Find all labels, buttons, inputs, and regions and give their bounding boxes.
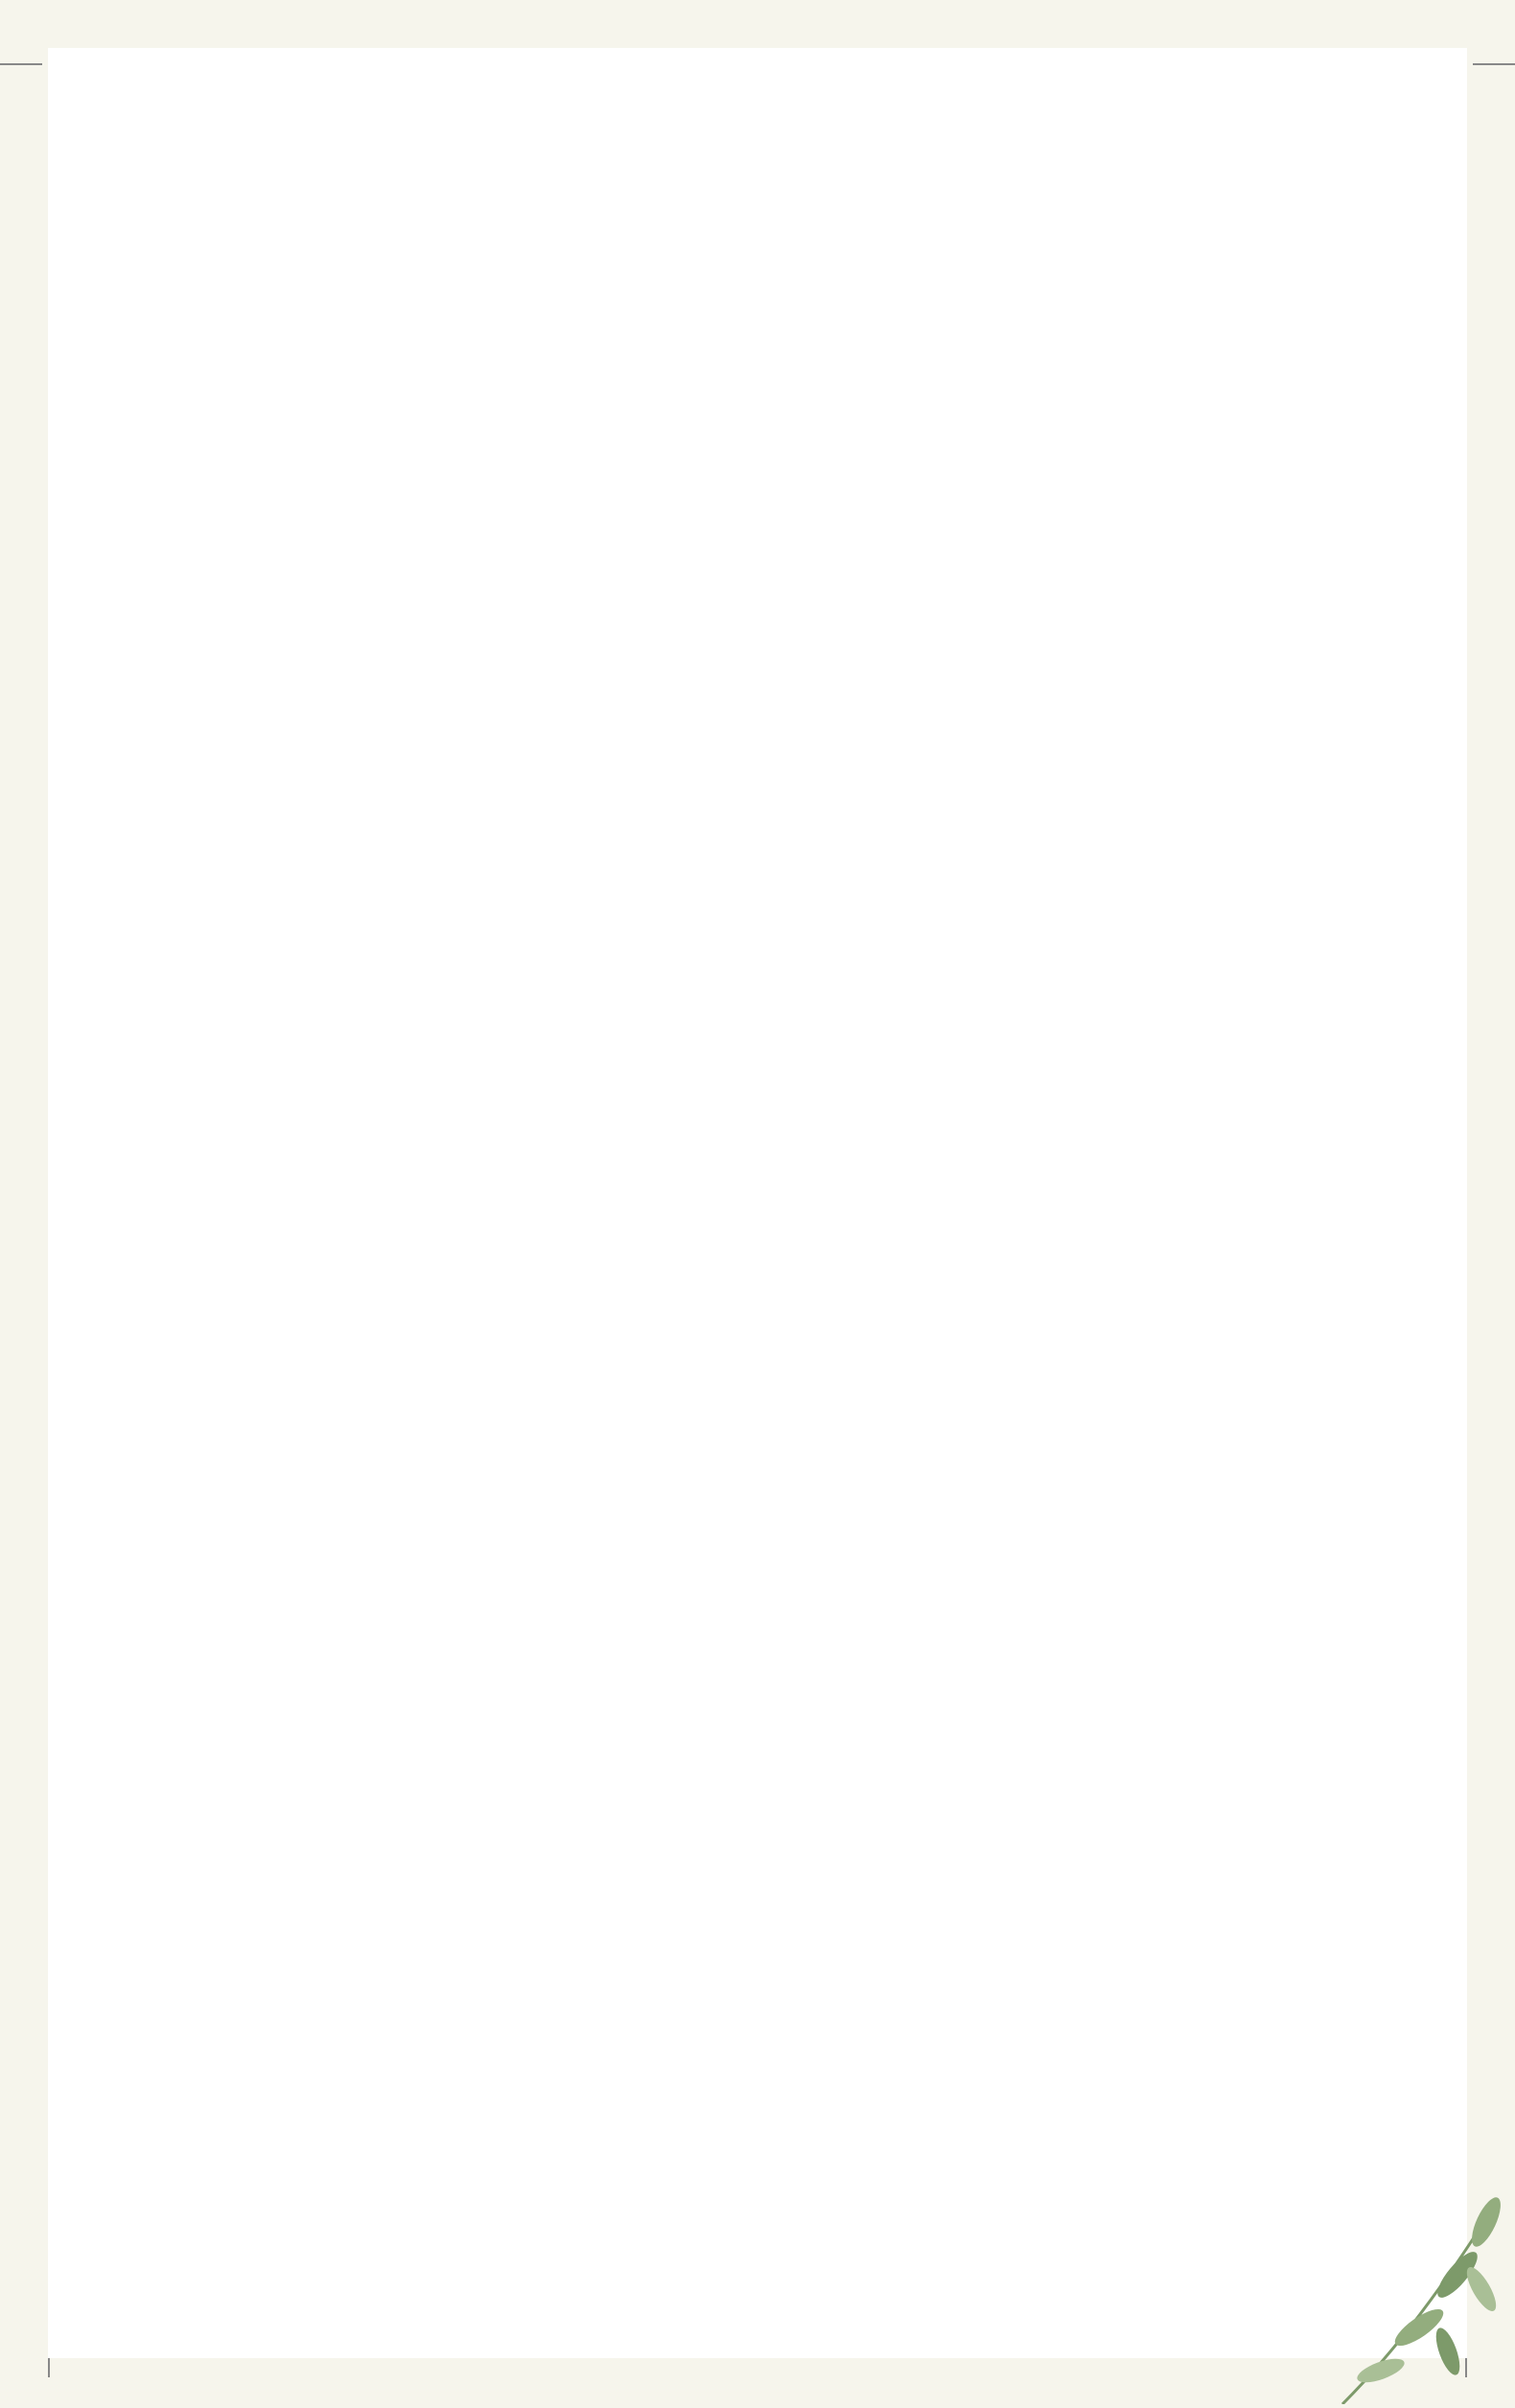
triangle-row-top-icon xyxy=(0,0,1515,44)
triangle-column-right-icon xyxy=(1477,0,1515,2404)
bottom-triangle-markers xyxy=(0,2360,1515,2404)
leaf-branch-icon xyxy=(1304,2184,1515,2404)
left-triangle-markers xyxy=(0,0,38,2404)
top-triangle-markers xyxy=(0,0,1515,44)
document-page xyxy=(48,48,1467,2358)
triangle-column-left-icon xyxy=(0,0,38,2404)
right-triangle-markers xyxy=(1477,0,1515,2404)
document-body xyxy=(104,472,1388,475)
triangle-row-bottom-icon xyxy=(0,2360,1515,2404)
